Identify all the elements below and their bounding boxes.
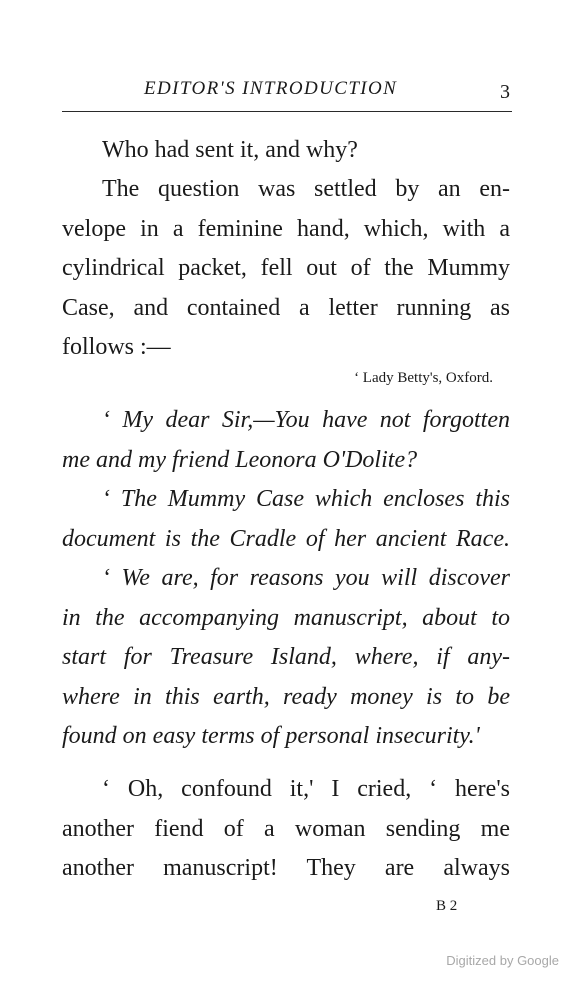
letter-paragraph-3: [62, 559, 510, 757]
header-rule: [62, 111, 512, 112]
text-line: The question was settled by an en-: [102, 176, 510, 202]
text-line: ‘ Oh, confound it,' I cried, ‘ here's: [102, 776, 510, 802]
running-header: [62, 76, 512, 106]
text-line: ‘ We are, for reasons you will discover: [102, 565, 510, 591]
text-line: Case, and contained a letter running as: [62, 294, 510, 321]
text-line: follows :—: [62, 334, 171, 360]
text-line: in the accompanying manuscript, about to: [62, 604, 510, 631]
text-line: cylindrical packet, fell out of the Mummy: [62, 255, 510, 281]
header-title: EDITOR'S INTRODUCTION: [144, 78, 398, 99]
letter-address: ‘ Lady Betty's, Oxford.: [354, 370, 493, 386]
text-line: me and my friend Leonora O'Dolite?: [62, 446, 418, 473]
text-line: Who had sent it, and why?: [102, 137, 358, 163]
text-line: where in this earth, ready money is to be: [62, 683, 510, 710]
letter-paragraph-2: [62, 480, 510, 559]
text-line: velope in a feminine hand, which, with a: [62, 215, 510, 242]
paragraph-2: [62, 170, 510, 368]
signature-mark: B 2: [436, 898, 458, 914]
text-line: ‘ My dear Sir,—You have not forgotten: [102, 407, 510, 433]
text-line: ‘ The Mummy Case which encloses this: [102, 486, 510, 512]
paragraph-3: [62, 770, 510, 889]
letter-paragraph-1: [62, 401, 510, 480]
text-line: found on easy terms of personal insecurity.': [62, 723, 480, 749]
page-number: 3: [500, 81, 510, 103]
text-line: document is the Cradle of her ancient Race.: [62, 525, 510, 552]
paragraph-1: [62, 131, 510, 171]
digitized-watermark: Digitized by Google: [446, 953, 559, 968]
text-line: another fiend of a woman sending me: [62, 815, 510, 842]
text-line: start for Treasure Island, where, if any-: [62, 644, 510, 670]
text-line: another manuscript! They are always: [62, 855, 510, 881]
